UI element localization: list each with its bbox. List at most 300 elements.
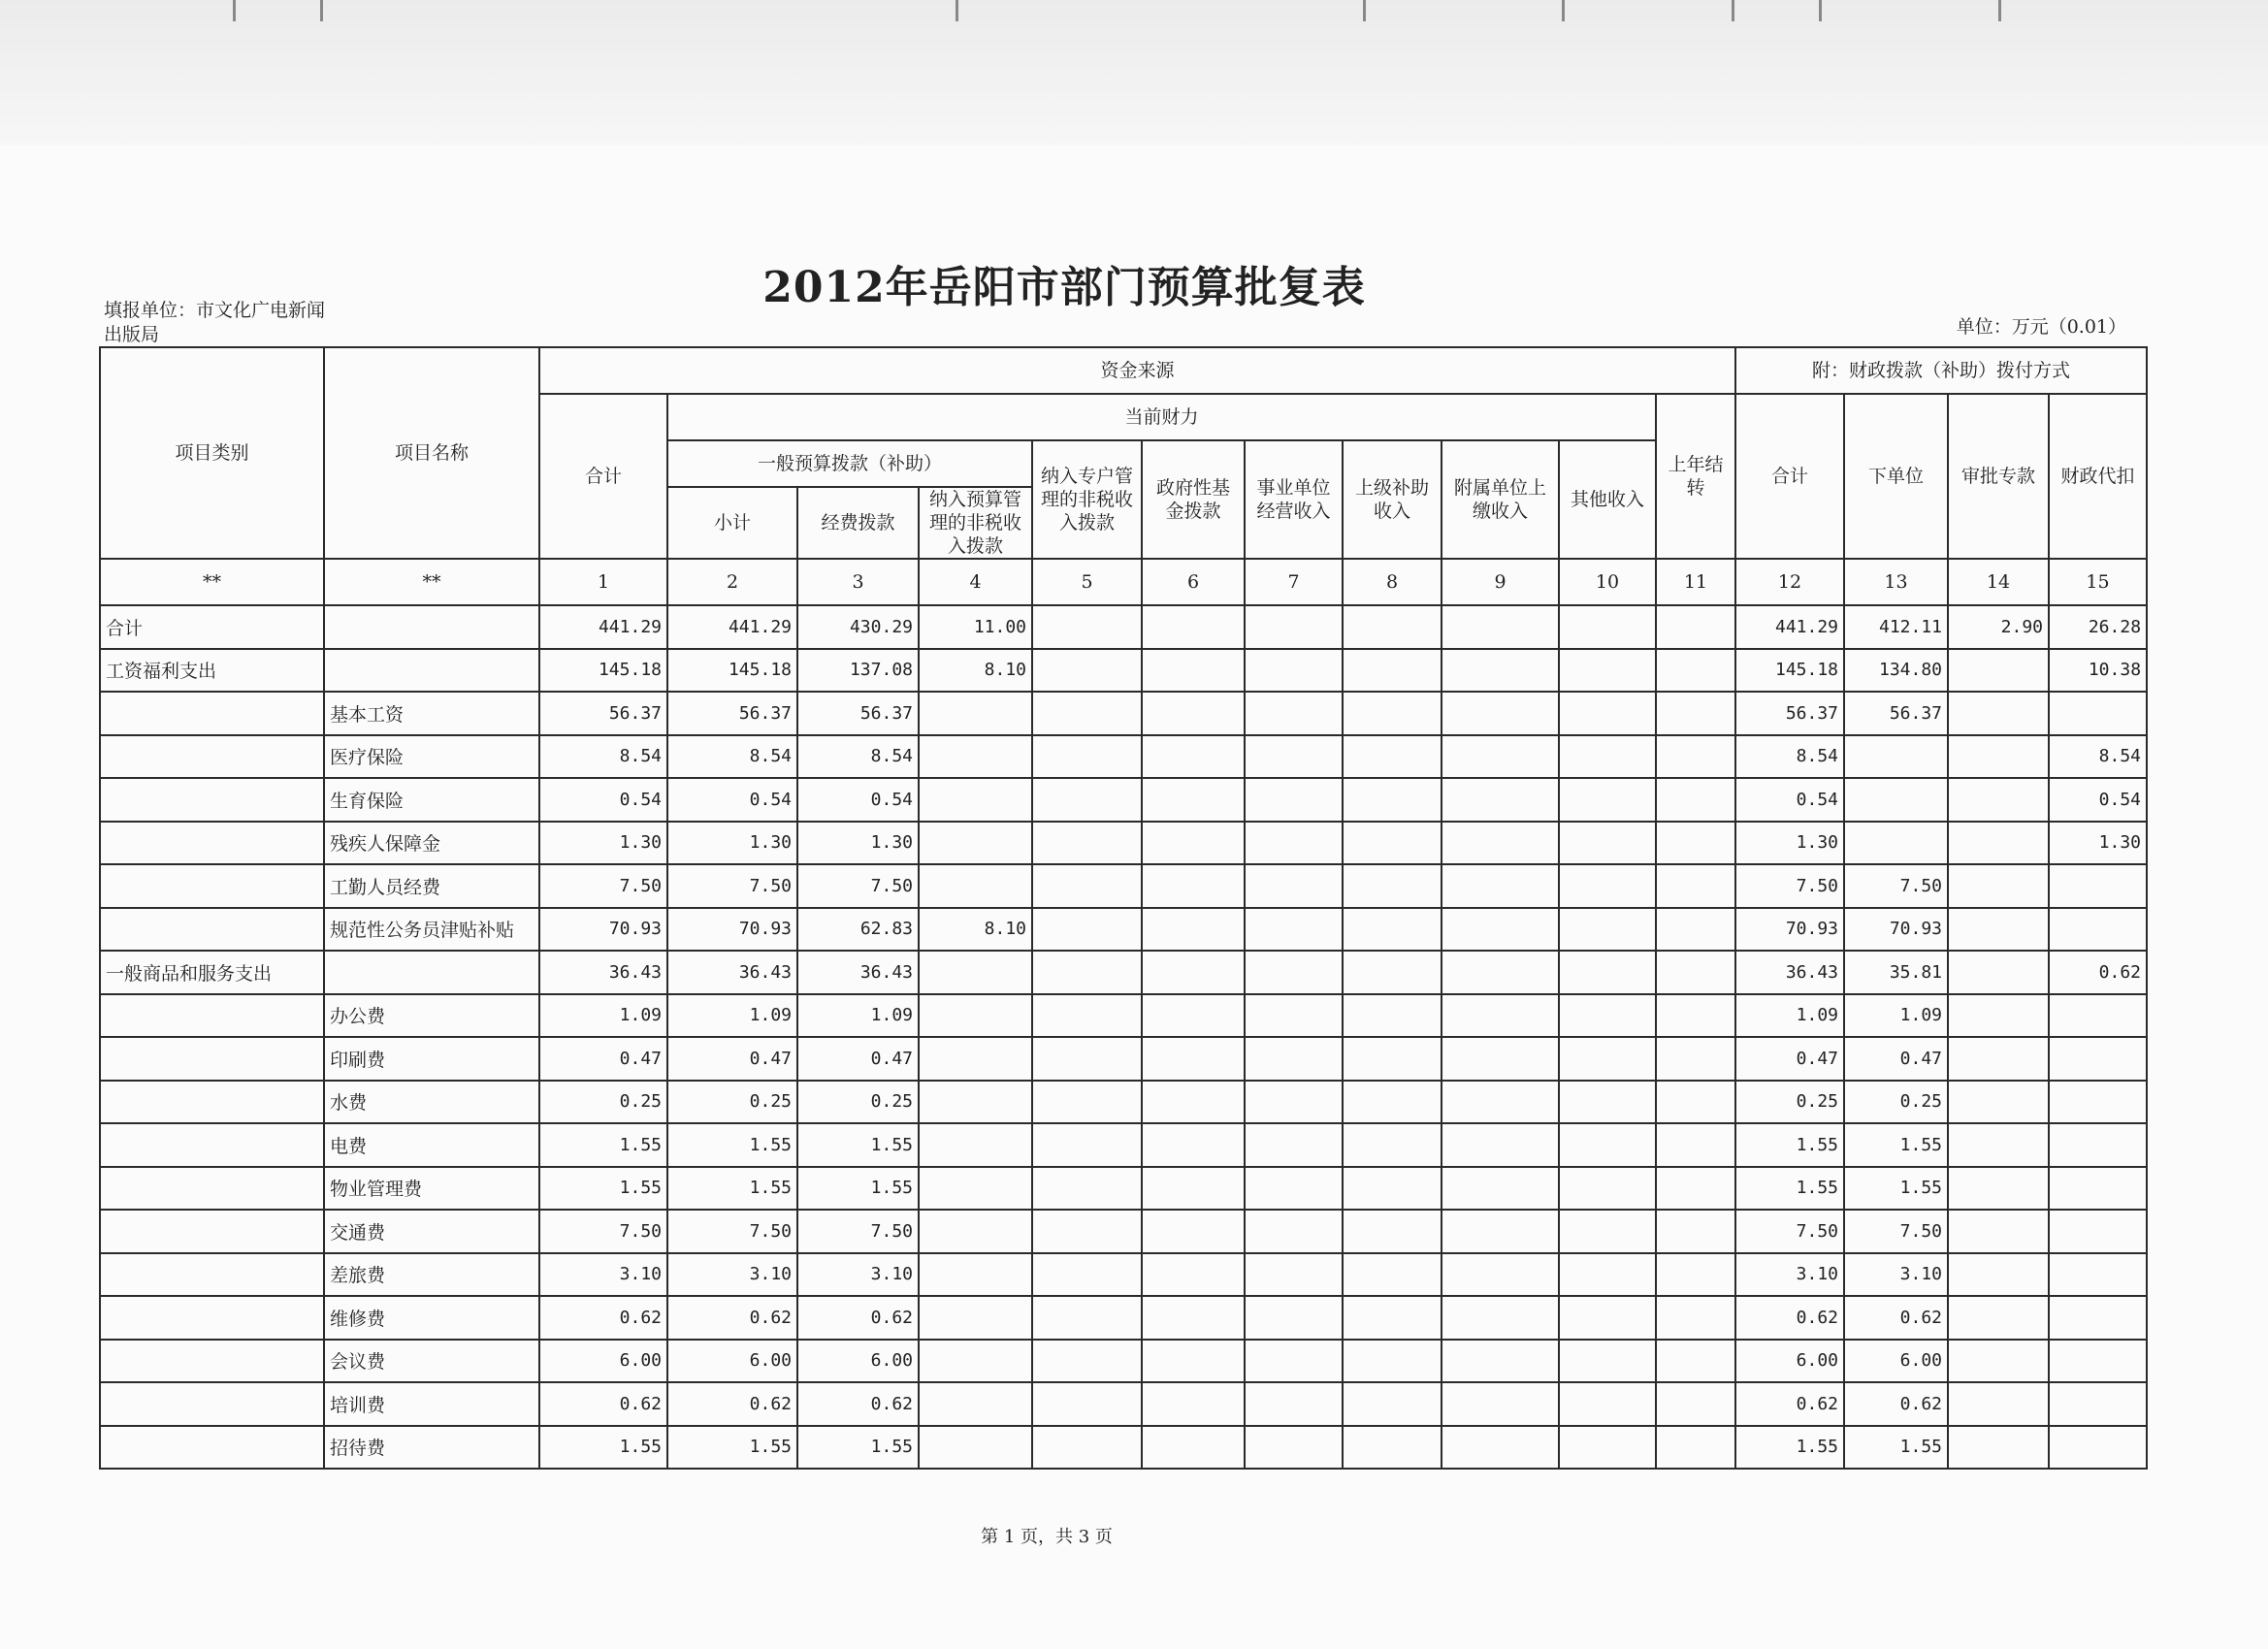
value-cell	[1948, 1340, 2049, 1383]
value-cell	[1343, 1382, 1442, 1426]
value-cell	[1032, 822, 1142, 865]
value-cell	[1442, 1081, 1559, 1124]
value-cell: 137.08	[797, 649, 919, 693]
column-number-cell: 11	[1656, 559, 1735, 605]
category-cell	[100, 822, 324, 865]
value-cell	[1343, 1296, 1442, 1340]
value-cell: 3.10	[667, 1253, 797, 1297]
value-cell	[2049, 1123, 2147, 1167]
value-cell: 1.30	[1735, 822, 1844, 865]
value-cell: 441.29	[667, 605, 797, 649]
value-cell	[919, 1382, 1032, 1426]
value-cell	[1142, 951, 1245, 994]
category-cell	[100, 1210, 324, 1253]
value-cell	[919, 1167, 1032, 1211]
header-app-total: 合计	[1735, 394, 1844, 559]
value-cell	[1142, 692, 1245, 735]
value-cell	[1948, 1296, 2049, 1340]
value-cell	[1656, 1340, 1735, 1383]
value-cell	[1343, 735, 1442, 779]
value-cell	[1142, 822, 1245, 865]
value-cell: 1.30	[539, 822, 667, 865]
value-cell	[1442, 1296, 1559, 1340]
value-cell	[2049, 864, 2147, 908]
value-cell	[1343, 951, 1442, 994]
value-cell	[1343, 994, 1442, 1038]
column-number-cell: **	[324, 559, 539, 605]
value-cell	[1343, 1426, 1442, 1470]
value-cell	[1142, 778, 1245, 822]
value-cell: 6.00	[667, 1340, 797, 1383]
value-cell	[1948, 649, 2049, 693]
value-cell	[1559, 1123, 1656, 1167]
value-cell: 0.62	[797, 1296, 919, 1340]
column-number-cell: 3	[797, 559, 919, 605]
value-cell: 0.47	[1735, 1037, 1844, 1081]
value-cell	[1442, 1382, 1559, 1426]
value-cell	[1442, 1253, 1559, 1297]
value-cell: 1.09	[797, 994, 919, 1038]
value-cell	[919, 994, 1032, 1038]
value-cell	[919, 692, 1032, 735]
value-cell	[1343, 908, 1442, 952]
value-cell: 0.62	[667, 1296, 797, 1340]
value-cell	[1142, 605, 1245, 649]
header-general-budget: 一般预算拨款（补助）	[667, 440, 1032, 487]
value-cell: 0.25	[539, 1081, 667, 1124]
value-cell	[1559, 1037, 1656, 1081]
value-cell	[1442, 1426, 1559, 1470]
item-name-cell: 物业管理费	[324, 1167, 539, 1211]
category-cell	[100, 735, 324, 779]
value-cell	[919, 1253, 1032, 1297]
value-cell: 1.55	[797, 1167, 919, 1211]
value-cell	[1245, 864, 1343, 908]
value-cell	[1442, 778, 1559, 822]
item-name-cell	[324, 951, 539, 994]
value-cell	[1559, 822, 1656, 865]
value-cell: 56.37	[539, 692, 667, 735]
scan-edge-marks	[0, 0, 2268, 29]
value-cell	[1032, 1167, 1142, 1211]
value-cell	[1142, 1426, 1245, 1470]
value-cell: 0.54	[797, 778, 919, 822]
value-cell	[1656, 1210, 1735, 1253]
value-cell: 26.28	[2049, 605, 2147, 649]
header-funding-source: 资金来源	[539, 347, 1735, 394]
value-cell	[1245, 1253, 1343, 1297]
value-cell	[919, 864, 1032, 908]
value-cell	[1442, 1123, 1559, 1167]
value-cell	[1559, 1167, 1656, 1211]
category-cell	[100, 864, 324, 908]
value-cell	[1245, 778, 1343, 822]
table-row	[100, 1382, 2147, 1426]
column-number-cell: 14	[1948, 559, 2049, 605]
value-cell	[1948, 864, 2049, 908]
value-cell	[1844, 735, 1948, 779]
category-cell: 一般商品和服务支出	[100, 951, 324, 994]
column-number-cell: 15	[2049, 559, 2147, 605]
value-cell	[1948, 1081, 2049, 1124]
value-cell	[1442, 994, 1559, 1038]
value-cell: 2.90	[1948, 605, 2049, 649]
value-cell	[1032, 649, 1142, 693]
header-fiscal-deduct: 财政代扣	[2049, 394, 2147, 559]
value-cell: 1.55	[667, 1123, 797, 1167]
value-cell	[1442, 605, 1559, 649]
value-cell	[1032, 1382, 1142, 1426]
header-business-income: 事业单位经营收入	[1245, 440, 1343, 559]
value-cell	[1032, 1037, 1142, 1081]
value-cell: 36.43	[539, 951, 667, 994]
column-number-cell: 13	[1844, 559, 1948, 605]
column-number-cell: 7	[1245, 559, 1343, 605]
value-cell	[1948, 735, 2049, 779]
value-cell: 1.09	[539, 994, 667, 1038]
budget-sheet	[0, 146, 2268, 1649]
category-cell	[100, 1296, 324, 1340]
value-cell	[1656, 1167, 1735, 1211]
value-cell	[1245, 1123, 1343, 1167]
column-number-cell: 6	[1142, 559, 1245, 605]
column-number-cell: 9	[1442, 559, 1559, 605]
value-cell: 56.37	[1844, 692, 1948, 735]
value-cell: 0.25	[1844, 1081, 1948, 1124]
value-cell	[1948, 1382, 2049, 1426]
value-cell: 70.93	[539, 908, 667, 952]
value-cell: 441.29	[539, 605, 667, 649]
column-number-cell: 1	[539, 559, 667, 605]
value-cell: 145.18	[539, 649, 667, 693]
header-nontax-budget: 纳入预算管理的非税收入拨款	[919, 487, 1032, 559]
value-cell	[2049, 1210, 2147, 1253]
value-cell	[1245, 1210, 1343, 1253]
value-cell	[1656, 1037, 1735, 1081]
value-cell	[1948, 994, 2049, 1038]
table-row	[100, 1123, 2147, 1167]
value-cell	[1245, 1340, 1343, 1383]
value-cell	[1245, 1426, 1343, 1470]
table-row	[100, 951, 2147, 994]
value-cell: 1.55	[1735, 1167, 1844, 1211]
value-cell: 8.54	[667, 735, 797, 779]
value-cell	[1442, 822, 1559, 865]
value-cell: 36.43	[1735, 951, 1844, 994]
value-cell	[2049, 1253, 2147, 1297]
item-name-cell: 招待费	[324, 1426, 539, 1470]
value-cell	[1948, 1167, 2049, 1211]
value-cell: 6.00	[797, 1340, 919, 1383]
value-cell	[1142, 649, 1245, 693]
value-cell: 441.29	[1735, 605, 1844, 649]
category-cell: 工资福利支出	[100, 649, 324, 693]
value-cell: 0.62	[539, 1296, 667, 1340]
value-cell: 1.09	[1735, 994, 1844, 1038]
item-name-cell: 规范性公务员津贴补贴	[324, 908, 539, 952]
value-cell: 0.25	[797, 1081, 919, 1124]
value-cell: 1.55	[1735, 1123, 1844, 1167]
value-cell: 0.47	[1844, 1037, 1948, 1081]
header-approved-special: 审批专款	[1948, 394, 2049, 559]
value-cell	[919, 1296, 1032, 1340]
category-cell	[100, 908, 324, 952]
value-cell	[1032, 864, 1142, 908]
value-cell: 0.62	[539, 1382, 667, 1426]
value-cell: 7.50	[539, 864, 667, 908]
item-name-cell: 残疾人保障金	[324, 822, 539, 865]
category-cell	[100, 1340, 324, 1383]
value-cell	[1559, 994, 1656, 1038]
table-row	[100, 1296, 2147, 1340]
page-footer: 第 1 页，共 3 页	[981, 1527, 1113, 1547]
value-cell	[919, 822, 1032, 865]
value-cell	[1032, 692, 1142, 735]
value-cell	[1343, 1123, 1442, 1167]
value-cell	[1948, 1210, 2049, 1253]
value-cell	[1442, 951, 1559, 994]
value-cell	[1948, 1426, 2049, 1470]
value-cell	[2049, 1037, 2147, 1081]
item-name-cell	[324, 649, 539, 693]
value-cell	[919, 1037, 1032, 1081]
table-row	[100, 1210, 2147, 1253]
value-cell: 1.09	[667, 994, 797, 1038]
value-cell: 1.55	[1735, 1426, 1844, 1470]
item-name-cell: 生育保险	[324, 778, 539, 822]
value-cell	[1442, 1037, 1559, 1081]
value-cell: 7.50	[1844, 864, 1948, 908]
value-cell	[919, 1123, 1032, 1167]
value-cell: 8.10	[919, 908, 1032, 952]
column-number-cell: 12	[1735, 559, 1844, 605]
value-cell: 1.55	[539, 1123, 667, 1167]
item-name-cell: 培训费	[324, 1382, 539, 1426]
value-cell: 0.54	[2049, 778, 2147, 822]
header-name: 项目名称	[324, 347, 539, 559]
value-cell	[1559, 1426, 1656, 1470]
table-row	[100, 605, 2147, 649]
value-cell: 7.50	[797, 1210, 919, 1253]
value-cell	[1343, 864, 1442, 908]
value-cell: 0.47	[539, 1037, 667, 1081]
value-cell: 70.93	[1844, 908, 1948, 952]
value-cell	[1948, 908, 2049, 952]
value-cell	[1559, 1382, 1656, 1426]
value-cell	[1948, 1253, 2049, 1297]
value-cell: 11.00	[919, 605, 1032, 649]
value-cell	[1559, 605, 1656, 649]
category-cell	[100, 692, 324, 735]
value-cell	[1245, 605, 1343, 649]
header-current-finance: 当前财力	[667, 394, 1656, 440]
value-cell	[1343, 1167, 1442, 1211]
column-number-cell: 10	[1559, 559, 1656, 605]
value-cell	[1656, 649, 1735, 693]
value-cell	[1948, 951, 2049, 994]
item-name-cell: 印刷费	[324, 1037, 539, 1081]
value-cell	[1032, 1253, 1142, 1297]
value-cell	[1442, 908, 1559, 952]
value-cell	[2049, 1382, 2147, 1426]
header-subunit: 下单位	[1844, 394, 1948, 559]
filing-unit: 填报单位：市文化广电新闻出版局	[104, 300, 326, 345]
value-cell	[1442, 692, 1559, 735]
value-cell: 1.55	[667, 1167, 797, 1211]
value-cell	[2049, 692, 2147, 735]
value-cell	[1032, 994, 1142, 1038]
value-cell: 3.10	[1735, 1253, 1844, 1297]
value-cell: 1.30	[797, 822, 919, 865]
value-cell	[1656, 822, 1735, 865]
item-name-cell: 工勤人员经费	[324, 864, 539, 908]
value-cell: 56.37	[797, 692, 919, 735]
value-cell	[1948, 1123, 2049, 1167]
value-cell	[1142, 1382, 1245, 1426]
header-other-income: 其他收入	[1559, 440, 1656, 559]
value-cell	[1442, 735, 1559, 779]
value-cell	[1142, 1210, 1245, 1253]
value-cell	[1032, 1340, 1142, 1383]
value-cell	[1343, 1253, 1442, 1297]
value-cell	[1559, 1340, 1656, 1383]
value-cell	[1559, 1081, 1656, 1124]
value-cell: 0.62	[1735, 1382, 1844, 1426]
value-cell	[1245, 735, 1343, 779]
column-number-cell: 4	[919, 559, 1032, 605]
value-cell	[1559, 649, 1656, 693]
header-superior-subsidy: 上级补助收入	[1343, 440, 1442, 559]
value-cell: 0.54	[1735, 778, 1844, 822]
value-cell: 3.10	[797, 1253, 919, 1297]
value-cell	[1032, 1081, 1142, 1124]
value-cell	[1343, 778, 1442, 822]
value-cell	[2049, 1296, 2147, 1340]
value-cell	[1245, 1037, 1343, 1081]
value-cell	[1656, 994, 1735, 1038]
value-cell: 7.50	[1844, 1210, 1948, 1253]
table-row	[100, 994, 2147, 1038]
value-cell: 145.18	[667, 649, 797, 693]
value-cell: 1.09	[1844, 994, 1948, 1038]
value-cell: 412.11	[1844, 605, 1948, 649]
value-cell	[1656, 908, 1735, 952]
value-cell	[1142, 1167, 1245, 1211]
header-total: 合计	[539, 394, 667, 559]
value-cell	[1559, 1210, 1656, 1253]
value-cell: 8.54	[539, 735, 667, 779]
value-cell	[1343, 649, 1442, 693]
value-cell	[1656, 1426, 1735, 1470]
table-row	[100, 1340, 2147, 1383]
value-cell: 0.62	[1844, 1296, 1948, 1340]
column-number-cell: 5	[1032, 559, 1142, 605]
value-cell	[1343, 1340, 1442, 1383]
value-cell	[2049, 994, 2147, 1038]
value-cell	[2049, 908, 2147, 952]
value-cell: 35.81	[1844, 951, 1948, 994]
value-cell	[1844, 778, 1948, 822]
value-cell: 0.54	[539, 778, 667, 822]
item-name-cell: 电费	[324, 1123, 539, 1167]
value-cell	[1245, 822, 1343, 865]
value-cell: 6.00	[539, 1340, 667, 1383]
value-cell	[1245, 1081, 1343, 1124]
value-cell	[1559, 1296, 1656, 1340]
value-cell	[1559, 864, 1656, 908]
value-cell	[2049, 1340, 2147, 1383]
category-cell	[100, 1123, 324, 1167]
value-cell	[1559, 1253, 1656, 1297]
category-cell: 合计	[100, 605, 324, 649]
value-cell	[1656, 951, 1735, 994]
value-cell: 0.25	[667, 1081, 797, 1124]
value-cell	[1142, 908, 1245, 952]
currency-unit: 单位：万元（0.01）	[1956, 316, 2126, 338]
value-cell: 0.47	[667, 1037, 797, 1081]
value-cell	[919, 1340, 1032, 1383]
table-row	[100, 649, 2147, 693]
value-cell: 430.29	[797, 605, 919, 649]
table-row	[100, 1426, 2147, 1470]
header-appendix: 附：财政拨款（补助）拨付方式	[1735, 347, 2147, 394]
value-cell	[1442, 864, 1559, 908]
value-cell: 3.10	[539, 1253, 667, 1297]
value-cell	[1656, 1123, 1735, 1167]
value-cell: 7.50	[667, 864, 797, 908]
value-cell	[1656, 1253, 1735, 1297]
value-cell	[1656, 692, 1735, 735]
value-cell: 1.55	[797, 1123, 919, 1167]
value-cell: 7.50	[539, 1210, 667, 1253]
value-cell	[1142, 735, 1245, 779]
value-cell	[1656, 1081, 1735, 1124]
value-cell: 1.55	[667, 1426, 797, 1470]
value-cell	[1032, 1123, 1142, 1167]
value-cell	[1245, 908, 1343, 952]
value-cell	[1142, 864, 1245, 908]
column-number-row	[100, 559, 2147, 605]
header-affiliated-income: 附属单位上缴收入	[1442, 440, 1559, 559]
scan-background-strip	[0, 0, 2268, 147]
item-name-cell: 办公费	[324, 994, 539, 1038]
value-cell: 0.62	[667, 1382, 797, 1426]
category-cell	[100, 1167, 324, 1211]
table-row	[100, 1037, 2147, 1081]
value-cell: 0.54	[667, 778, 797, 822]
header-nontax-special: 纳入专户管理的非税收入拨款	[1032, 440, 1142, 559]
value-cell	[1142, 1037, 1245, 1081]
item-name-cell: 水费	[324, 1081, 539, 1124]
value-cell: 56.37	[667, 692, 797, 735]
budget-table	[99, 346, 2148, 1470]
table-row	[100, 864, 2147, 908]
header-category: 项目类别	[100, 347, 324, 559]
value-cell: 1.55	[539, 1426, 667, 1470]
value-cell	[1559, 692, 1656, 735]
value-cell	[919, 1426, 1032, 1470]
value-cell: 6.00	[1844, 1340, 1948, 1383]
item-name-cell: 维修费	[324, 1296, 539, 1340]
category-cell	[100, 778, 324, 822]
value-cell	[1142, 994, 1245, 1038]
value-cell: 1.55	[797, 1426, 919, 1470]
value-cell	[1142, 1296, 1245, 1340]
value-cell: 8.54	[2049, 735, 2147, 779]
value-cell	[1032, 778, 1142, 822]
value-cell	[1442, 1340, 1559, 1383]
value-cell: 0.25	[1735, 1081, 1844, 1124]
